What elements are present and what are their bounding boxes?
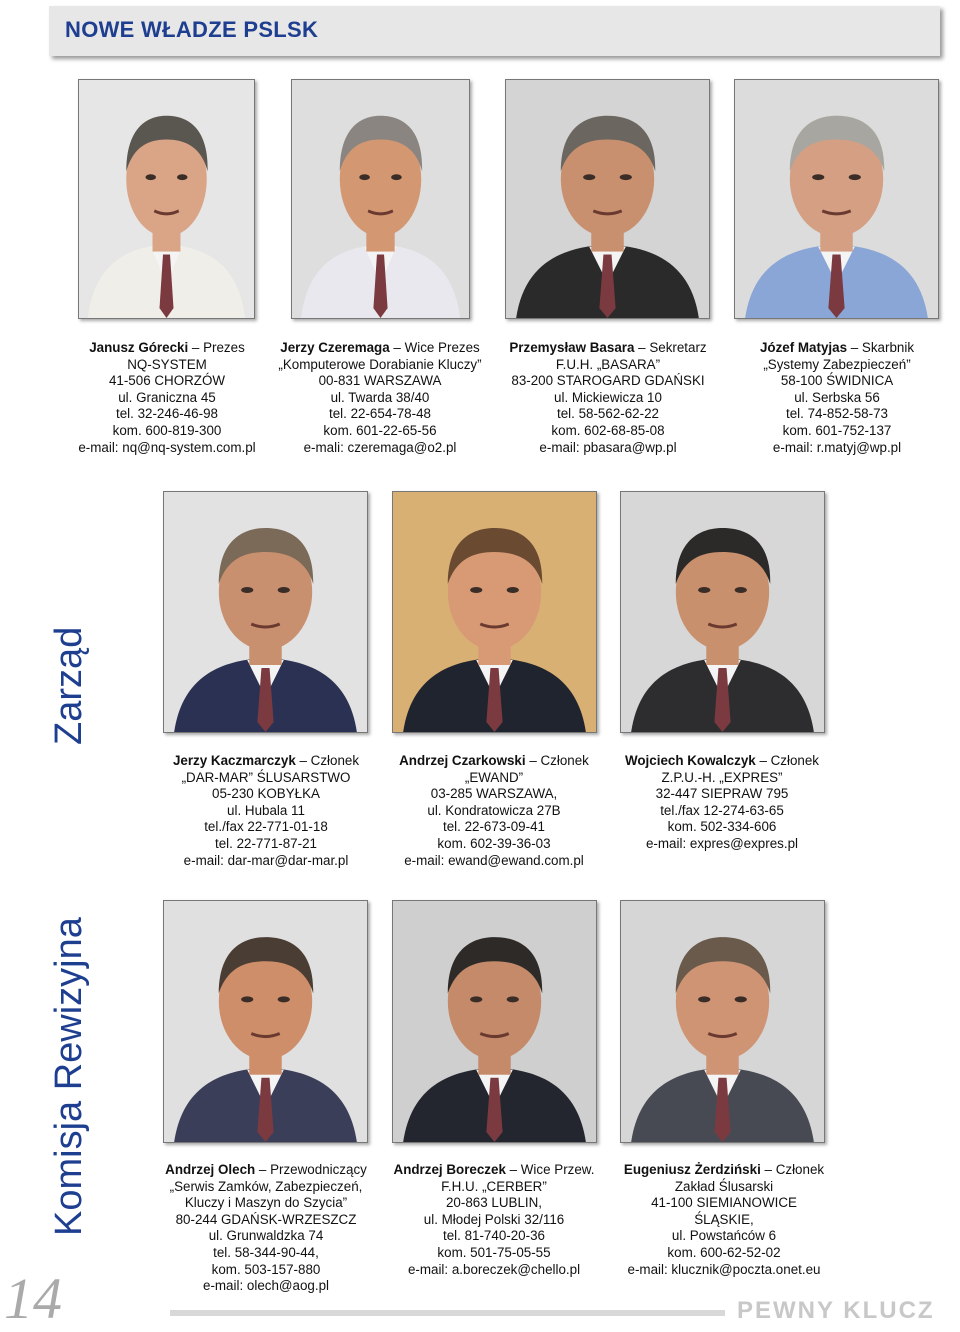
member-role: Wice Prezes: [404, 340, 480, 355]
contact-line: ul. Kondratowicza 27B: [427, 802, 561, 818]
member-role: Skarbnik: [861, 340, 915, 355]
contact-line: tel. 22-673-09-41: [443, 819, 545, 835]
portrait-silhouette: [79, 80, 254, 318]
contact-line: ul. Grunwaldzka 74: [208, 1228, 324, 1244]
member-name-line: [378, 753, 610, 770]
member-role: Członek: [310, 753, 360, 768]
contact-line: kom. 501-75-05-55: [437, 1244, 551, 1260]
contact-line: tel. 58-344-90-44,: [213, 1244, 319, 1260]
member-name-line: [62, 340, 272, 357]
portrait-photo: [392, 900, 597, 1143]
contact-line: tel./fax 22-771-01-18: [204, 819, 328, 835]
name-separator: –: [634, 340, 650, 355]
portrait-silhouette: [621, 901, 824, 1142]
contact-line: 05-230 KOBYŁKA: [212, 786, 320, 802]
member-name: Andrzej Olech: [165, 1162, 256, 1177]
contact-line: e-mail: r.matyj@wp.pl: [772, 439, 902, 455]
contact-line: NQ-SYSTEM: [127, 356, 207, 372]
page-number: 14: [4, 1266, 62, 1331]
portrait-photo: [78, 79, 255, 319]
contact-line: Zakład Ślusarski: [674, 1178, 774, 1194]
member-name: Andrzej Boreczek: [393, 1162, 506, 1177]
member-card: [265, 340, 495, 456]
header-bar: [49, 6, 940, 56]
name-separator: –: [389, 340, 405, 355]
contact-line: 00-831 WARSZAWA: [318, 373, 442, 389]
contact-line: tel. 22-654-78-48: [329, 406, 431, 422]
member-card: [148, 1162, 384, 1295]
contact-line: „Serwis Zamków, Zabezpieczeń,: [169, 1178, 363, 1194]
contact-line: 03-285 WARSZAWA,: [430, 786, 558, 802]
contact-line: ul. Mickiewicza 10: [554, 389, 662, 405]
contact-line: e-mail: klucznik@poczta.onet.eu: [627, 1261, 821, 1277]
name-separator: –: [295, 753, 311, 768]
contact-line: tel./fax 12-274-63-65: [660, 802, 784, 818]
member-name-line: [265, 340, 495, 357]
name-separator: –: [755, 753, 771, 768]
contact-line: 80-244 GDAŃSK-WRZESZCZ: [175, 1211, 357, 1227]
member-name-line: [606, 1162, 842, 1179]
portrait-silhouette: [393, 901, 596, 1142]
member-card: [150, 753, 382, 869]
member-name: Jerzy Czeremaga: [280, 340, 390, 355]
contact-line: F.U.H. „BASARA”: [555, 356, 661, 372]
member-name-line: [722, 340, 952, 357]
member-card: [722, 340, 952, 456]
contact-line: tel. 22-771-87-21: [215, 835, 317, 851]
portrait-silhouette: [164, 492, 367, 732]
contact-line: e-mail: a.boreczek@chello.pl: [407, 1261, 581, 1277]
name-separator: –: [760, 1162, 776, 1177]
contact-line: „DAR-MAR” ŚLUSARSTWO: [181, 769, 351, 785]
contact-line: kom. 602-39-36-03: [437, 835, 551, 851]
member-role: Członek: [770, 753, 819, 768]
contact-line: 58-100 ŚWIDNICA: [780, 373, 894, 389]
member-role: Członek: [540, 753, 589, 768]
member-card: [606, 1162, 842, 1278]
brand-logo-text: PEWNY KLUCZ: [737, 1297, 935, 1324]
contact-line: e-mail: olech@aog.pl: [203, 1278, 329, 1294]
portrait-silhouette: [506, 80, 709, 318]
contact-line: ul. Graniczna 45: [118, 389, 216, 405]
member-card: [378, 1162, 610, 1278]
name-separator: –: [255, 1162, 271, 1177]
contact-line: tel. 58-562-62-22: [557, 406, 659, 422]
name-separator: –: [188, 340, 204, 355]
page-title: NOWE WŁADZE PSLSK: [65, 17, 319, 42]
name-separator: –: [525, 753, 541, 768]
member-name-line: [378, 1162, 610, 1179]
footer-divider: [170, 1310, 725, 1316]
contact-line: kom. 600-62-52-02: [667, 1244, 781, 1260]
member-name: Przemysław Basara: [509, 340, 635, 355]
member-card: [492, 340, 724, 456]
contact-line: Z.P.U.-H. „EXPRES”: [661, 769, 783, 785]
member-name-line: [606, 753, 838, 770]
portrait-photo: [163, 491, 368, 733]
contact-line: e-mail: dar-mar@dar-mar.pl: [183, 852, 349, 868]
contact-line: Kluczy i Maszyn do Szycia”: [184, 1195, 348, 1211]
contact-line: kom. 502-334-606: [667, 819, 777, 835]
member-name-line: [492, 340, 724, 357]
section-label-board: Zarząd: [48, 626, 90, 745]
contact-line: kom. 503-157-880: [211, 1261, 321, 1277]
contact-line: tel. 74-852-58-73: [786, 406, 888, 422]
member-name: Andrzej Czarkowski: [399, 753, 526, 768]
contact-line: „Komputerowe Dorabianie Kluczy”: [278, 356, 482, 372]
contact-line: kom. 600-819-300: [112, 422, 222, 438]
contact-line: tel. 81-740-20-36: [443, 1228, 545, 1244]
portrait-silhouette: [735, 80, 938, 318]
name-separator: –: [847, 340, 862, 355]
contact-line: 20-863 LUBLIN,: [445, 1195, 543, 1211]
member-name-line: [150, 753, 382, 770]
member-name: Janusz Górecki: [89, 340, 189, 355]
contact-line: e-mail: ewand@ewand.com.pl: [404, 852, 584, 868]
member-name: Wojciech Kowalczyk: [624, 753, 756, 768]
contact-line: ul. Twarda 38/40: [330, 389, 430, 405]
member-card: [606, 753, 838, 853]
member-role: Przewodniczący: [270, 1162, 367, 1177]
contact-line: 32-447 SIEPRAW 795: [655, 786, 789, 802]
member-role: Wice Przew.: [520, 1162, 595, 1177]
contact-line: ul. Powstańców 6: [671, 1228, 777, 1244]
portrait-photo: [392, 491, 597, 733]
name-separator: –: [505, 1162, 521, 1177]
portrait-photo: [620, 491, 825, 733]
member-card: [378, 753, 610, 869]
portrait-photo: [620, 900, 825, 1143]
contact-line: „Systemy Zabezpieczeń”: [763, 356, 911, 372]
contact-line: ul. Serbska 56: [794, 389, 880, 405]
portrait-photo: [505, 79, 710, 319]
member-role: Sekretarz: [649, 340, 707, 355]
portrait-silhouette: [393, 492, 596, 732]
contact-line: ŚLĄSKIE,: [694, 1211, 754, 1227]
contact-line: kom. 602-68-85-08: [551, 422, 665, 438]
portrait-photo: [163, 900, 368, 1143]
member-role: Członek: [775, 1162, 825, 1177]
contact-line: F.H.U. „CERBER”: [441, 1178, 547, 1194]
contact-line: e-mail: nq@nq-system.com.pl: [78, 439, 256, 455]
contact-line: ul. Młodej Polski 32/116: [423, 1211, 565, 1227]
contact-line: 41-506 CHORZÓW: [108, 373, 226, 389]
contact-line: „EWAND”: [464, 769, 524, 785]
portrait-photo: [291, 79, 470, 319]
contact-line: kom. 601-22-65-56: [323, 422, 437, 438]
contact-line: tel. 32-246-46-98: [116, 406, 218, 422]
portrait-silhouette: [292, 80, 469, 318]
contact-line: kom. 601-752-137: [782, 422, 892, 438]
member-card: [62, 340, 272, 456]
portrait-silhouette: [164, 901, 367, 1142]
member-role: Prezes: [203, 340, 245, 355]
portrait-silhouette: [621, 492, 824, 732]
portrait-photo: [734, 79, 939, 319]
member-name-line: [148, 1162, 384, 1179]
member-name: Józef Matyjas: [759, 340, 848, 355]
contact-line: e-mail: pbasara@wp.pl: [539, 439, 677, 455]
member-name: Eugeniusz Żerdziński: [623, 1162, 761, 1177]
section-label-audit: Komisja Rewizyjna: [48, 917, 90, 1236]
contact-line: e-mail: expres@expres.pl: [645, 835, 799, 851]
member-name: Jerzy Kaczmarczyk: [172, 753, 296, 768]
contact-line: 83-200 STAROGARD GDAŃSKI: [511, 373, 705, 389]
contact-line: 41-100 SIEMIANOWICE: [651, 1195, 797, 1211]
contact-line: ul. Hubala 11: [227, 802, 305, 818]
contact-line: e-mali: czeremaga@o2.pl: [303, 439, 457, 455]
